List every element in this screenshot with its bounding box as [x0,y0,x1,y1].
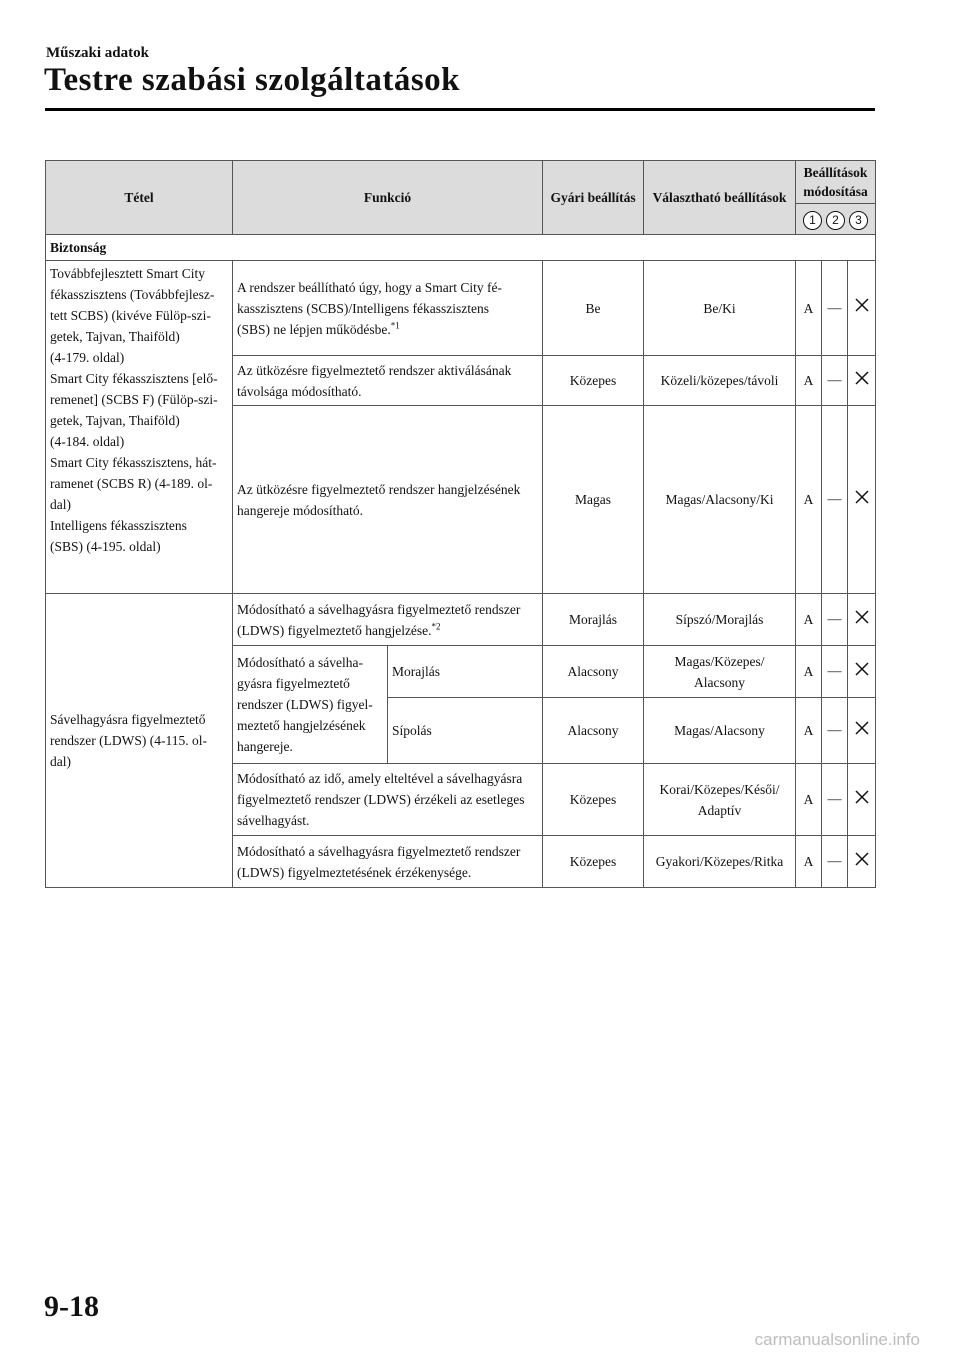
selectable-cell [644,764,796,836]
function-cell [233,764,543,836]
method-1-cell: A [796,836,822,888]
header-factory: Gyári beállítás [543,161,644,235]
method-1-cell: A [796,594,822,646]
cross-icon [854,370,870,386]
category-biztonsag: Biztonság [46,235,876,261]
method-1-circle: 1 [803,211,822,230]
header-adjust [796,161,876,204]
selectable-cell [644,698,796,764]
cross-icon [854,297,870,313]
header-item: Tétel [46,161,233,235]
function-line: gyásra figyelmeztető [237,676,350,691]
item-line: (4-184. oldal) [50,434,125,449]
header-methods [796,204,876,235]
factory-cell: Közepes [543,356,644,406]
section-label: Műszaki adatok [46,45,149,61]
method-3-cell [848,698,876,764]
method-2-cell: — [822,406,848,594]
watermark: carmanualsonline.info [754,1330,920,1349]
factory-cell: Be [543,261,644,356]
selectable-line: Magas/Alacsony [674,723,765,738]
item-line: Smart City fékasszisztens, hát- [50,455,217,470]
function-line: (LDWS) figyelmeztető hangjelzése. [237,622,432,638]
factory-cell: Magas [543,406,644,594]
method-2-cell: — [822,764,848,836]
item-line: getek, Tajvan, Thaiföld) [50,329,180,344]
method-1-cell: A [796,356,822,406]
method-2-cell: — [822,261,848,356]
page-title: Testre szabási szolgáltatások [44,62,461,98]
selectable-cell [644,646,796,698]
method-2-cell: — [822,356,848,406]
function-cell [233,836,543,888]
selectable-cell: Gyakori/Közepes/Ritka [644,836,796,888]
factory-cell: Morajlás [543,594,644,646]
method-3-circle: 3 [849,211,868,230]
method-3-cell [848,406,876,594]
selectable-line: Korai/Közepes/Késői/ [659,781,780,797]
cross-icon [854,851,870,867]
header-adjust-line2: módosítása [803,184,868,199]
function-cell [233,261,543,356]
method-3-cell [848,646,876,698]
item-line: Intelligens fékasszisztens [50,518,187,533]
factory-cell: Alacsony [543,646,644,698]
sound-type-cell: Morajlás [388,646,543,698]
item-line: rendszer (LDWS) (4-115. ol- [50,733,207,748]
cross-icon [854,789,870,805]
function-cell [233,594,543,646]
cross-icon [854,661,870,677]
cross-icon [854,720,870,736]
function-line: Módosítható az idő, amely elteltével a sávelhagyásra [237,771,523,786]
factory-cell: Közepes [543,764,644,836]
page-number: 9-18 [44,1290,99,1323]
method-3-cell [848,764,876,836]
function-line: Módosítható a sávelhagyásra figyelmeztető rendszer [237,601,521,617]
method-2-cell: — [822,646,848,698]
header-function: Funkció [233,161,543,235]
method-1-cell: A [796,261,822,356]
method-1-cell: A [796,406,822,594]
table-row [46,261,876,356]
function-line: sávelhagyást. [237,813,310,828]
method-2-circle: 2 [826,211,845,230]
selectable-cell: Sípszó/Morajlás [644,594,796,646]
item-line: (4-179. oldal) [50,350,125,365]
function-line: Az ütközésre figyelmeztető rendszer hangjelzésének [237,481,521,497]
function-cell [233,356,543,406]
function-line: (SBS) ne lépjen működésbe. [237,321,391,337]
function-line: Az ütközésre figyelmeztető rendszer aktiválásának [237,362,512,378]
selectable-cell: Közeli/közepes/távoli [644,356,796,406]
item-line: Smart City fékasszisztens [elő- [50,371,218,386]
item-line: ramenet (SCBS R) (4-189. ol- [50,476,213,491]
function-line: meztető hangjelzésének [237,718,366,733]
function-line: rendszer (LDWS) figyel- [237,697,373,712]
factory-cell: Alacsony [543,698,644,764]
factory-cell: Közepes [543,836,644,888]
selectable-cell: Magas/Alacsony/Ki [644,406,796,594]
selectable-cell: Be/Ki [644,261,796,356]
footnote-mark: *2 [431,621,441,631]
method-1-cell: A [796,764,822,836]
volume-label-cell [233,646,388,764]
function-cell [233,406,543,594]
item-line: getek, Tajvan, Thaiföld) [50,413,180,428]
item-line: tett SCBS) (kivéve Fülöp-szi- [50,308,211,323]
method-2-cell: — [822,594,848,646]
customization-table [45,160,876,888]
item-line: Továbbfejlesztett Smart City [50,266,206,281]
method-1-cell: A [796,698,822,764]
method-1-cell: A [796,646,822,698]
method-2-cell: — [822,698,848,764]
item-line: (SBS) (4-195. oldal) [50,539,161,554]
sound-type-cell: Sípolás [388,698,543,764]
cross-icon [854,489,870,505]
method-3-cell [848,356,876,406]
item-scbs [46,261,233,594]
header-selectable: Választható beállítások [644,161,796,235]
method-3-cell [848,594,876,646]
function-line: Módosítható a sávelha- [237,655,363,670]
item-line: dal) [50,754,71,769]
item-line: Sávelhagyásra figyelmeztető [50,712,206,727]
item-ldws [46,594,233,888]
function-line: hangereje. [237,739,293,754]
category-row [46,235,876,261]
function-line: A rendszer beállítható úgy, hogy a Smart City fé- [237,279,502,295]
method-3-cell [848,836,876,888]
footnote-mark: *1 [390,320,400,330]
function-line: (LDWS) figyelmeztetésének érzékenysége. [237,864,472,880]
selectable-line: Alacsony [694,674,746,690]
item-line: dal) [50,497,71,512]
function-line: figyelmeztető rendszer (LDWS) érzékeli az esetleges [237,792,525,807]
function-line: Módosítható a sávelhagyásra figyelmeztető rendszer [237,843,521,859]
method-3-cell [848,261,876,356]
cross-icon [854,609,870,625]
item-line: remenet] (SCBS F) (Fülöp-szi- [50,392,218,407]
selectable-line: Magas/Közepes/ [674,653,765,669]
selectable-line: Adaptív [697,802,742,818]
function-line: távolsága módosítható. [237,383,362,399]
item-line: fékasszisztens (Továbbfejlesz- [50,287,215,302]
header-adjust-line1: Beállítások [803,165,868,180]
table-row [46,594,876,646]
header-row [46,161,876,204]
function-line: hangereje módosítható. [237,502,363,518]
method-2-cell: — [822,836,848,888]
function-line: kasszisztens (SCBS)/Intelligens fékasszisztens [237,300,489,316]
title-rule [45,108,875,111]
